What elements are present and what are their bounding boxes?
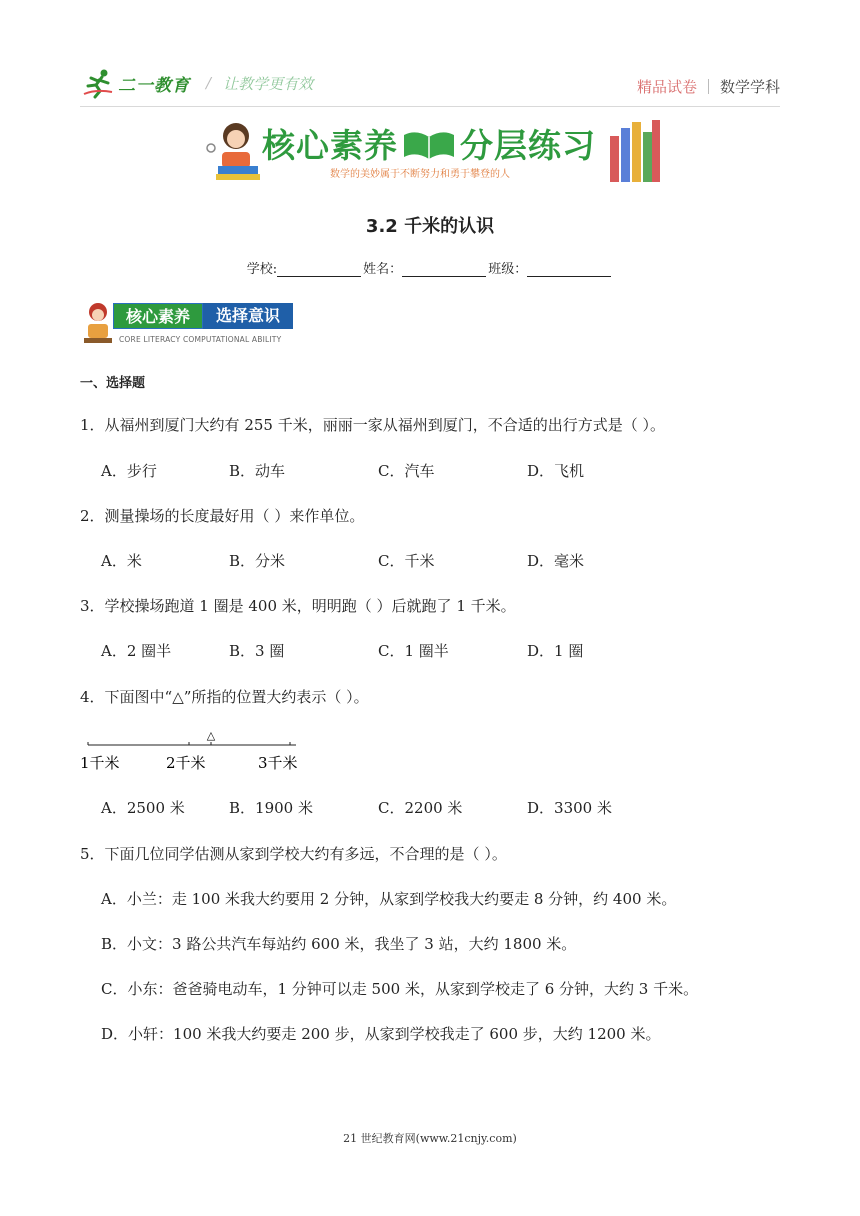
banner-title-right: 分层练习 bbox=[460, 126, 596, 165]
school-blank[interactable] bbox=[277, 263, 361, 277]
q5-option-b[interactable]: B．小文：3 路公共汽车每站约 600 米，我坐了 3 站，大约 1800 米。 bbox=[101, 935, 577, 953]
school-label: 学校: bbox=[246, 262, 278, 277]
q5-option-c[interactable]: C．小东：爸爸骑电动车，1 分钟可以走 500 米，从家到学校走了 6 分钟，大约 3 千米。 bbox=[101, 980, 699, 998]
q1-option-d[interactable]: D．飞机 bbox=[527, 462, 585, 480]
q5-option-d[interactable]: D．小轩：100 米我大约要走 200 步，从家到学校我走了 600 步，大约 1200 米。 bbox=[101, 1025, 661, 1043]
books-stack-icon bbox=[610, 120, 660, 182]
runner-logo-icon bbox=[82, 68, 116, 98]
category-divider bbox=[708, 79, 709, 94]
badge-selection: 选择意识 bbox=[203, 303, 293, 329]
question-5: 5．下面几位同学估测从家到学校大约有多远，不合理的是（ ）。 bbox=[80, 845, 507, 863]
question-2: 2．测量操场的长度最好用（ ）来作单位。 bbox=[80, 507, 365, 525]
q4-option-b[interactable]: B．1900 米 bbox=[229, 799, 313, 817]
question-1: 1．从福州到厦门大约有 255 千米，丽丽一家从福州到厦门，不合适的出行方式是（ ）。 bbox=[80, 416, 665, 434]
header-category bbox=[637, 76, 780, 97]
name-blank[interactable] bbox=[402, 263, 486, 277]
name-label: 姓名： bbox=[363, 262, 403, 277]
triangle-marker-icon: △ bbox=[206, 729, 216, 742]
document-title: 3.2 千米的认识 bbox=[365, 216, 495, 237]
q3-option-b[interactable]: B．3 圈 bbox=[229, 642, 285, 660]
q3-option-c[interactable]: C．1 圈半 bbox=[378, 642, 449, 660]
section-heading: 一、选择题 bbox=[80, 376, 146, 391]
brand-name: 二一教育 bbox=[118, 75, 190, 96]
page-footer[interactable]: 21 世纪教育网(www.21cnjy.com) bbox=[343, 1132, 517, 1145]
brand-slogan: 让教学更有效 bbox=[223, 74, 314, 93]
question-3: 3．学校操场跑道 1 圈是 400 米，明明跑（ ）后就跑了 1 千米。 bbox=[80, 597, 516, 615]
class-blank[interactable] bbox=[527, 263, 611, 277]
q4-option-a[interactable]: A．2500 米 bbox=[101, 799, 185, 817]
number-line-figure bbox=[80, 728, 304, 778]
q2-option-d[interactable]: D．毫米 bbox=[527, 552, 585, 570]
q2-option-a[interactable]: A．米 bbox=[101, 552, 142, 570]
label-2km: 2千米 bbox=[166, 754, 206, 772]
girl-reading-icon bbox=[207, 123, 260, 180]
q1-option-a[interactable]: A．步行 bbox=[101, 462, 157, 480]
header-divider bbox=[80, 106, 780, 107]
q2-option-c[interactable]: C．千米 bbox=[378, 552, 435, 570]
q3-option-d[interactable]: D．1 圈 bbox=[527, 642, 584, 660]
q3-option-a[interactable]: A．2 圈半 bbox=[101, 642, 172, 660]
question-4: 4．下面图中“△”所指的位置大约表示（ ）。 bbox=[80, 688, 369, 706]
class-label: 班级： bbox=[488, 262, 528, 277]
q2-option-b[interactable]: B．分米 bbox=[229, 552, 286, 570]
header-separator: / bbox=[206, 74, 212, 92]
label-1km: 1千米 bbox=[80, 754, 120, 772]
q5-option-a[interactable]: A．小兰：走 100 米我大约要用 2 分钟，从家到学校我大约要走 8 分钟，约 400 米。 bbox=[101, 890, 677, 908]
category-label: 精品试卷 bbox=[636, 78, 697, 96]
q4-option-d[interactable]: D．3300 米 bbox=[527, 799, 612, 817]
girl-avatar-icon bbox=[84, 303, 112, 343]
subject-label: 数学学科 bbox=[719, 78, 780, 96]
student-info-line bbox=[0, 258, 860, 277]
site-logo[interactable] bbox=[82, 68, 313, 98]
badge-core-literacy: 核心素养 bbox=[113, 303, 203, 329]
q1-option-c[interactable]: C．汽车 bbox=[378, 462, 435, 480]
banner-title-left: 核心素养 bbox=[262, 126, 398, 165]
open-book-icon bbox=[400, 127, 458, 161]
banner-title bbox=[262, 120, 596, 167]
q1-option-b[interactable]: B．动车 bbox=[229, 462, 286, 480]
q4-option-c[interactable]: C．2200 米 bbox=[378, 799, 463, 817]
label-3km: 3千米 bbox=[258, 754, 298, 772]
banner-subtitle: 数学的美妙属于不断努力和勇于攀登的人 bbox=[330, 169, 510, 180]
badge-subtitle: CORE LITERACY COMPUTATIONAL ABILITY bbox=[119, 335, 282, 344]
